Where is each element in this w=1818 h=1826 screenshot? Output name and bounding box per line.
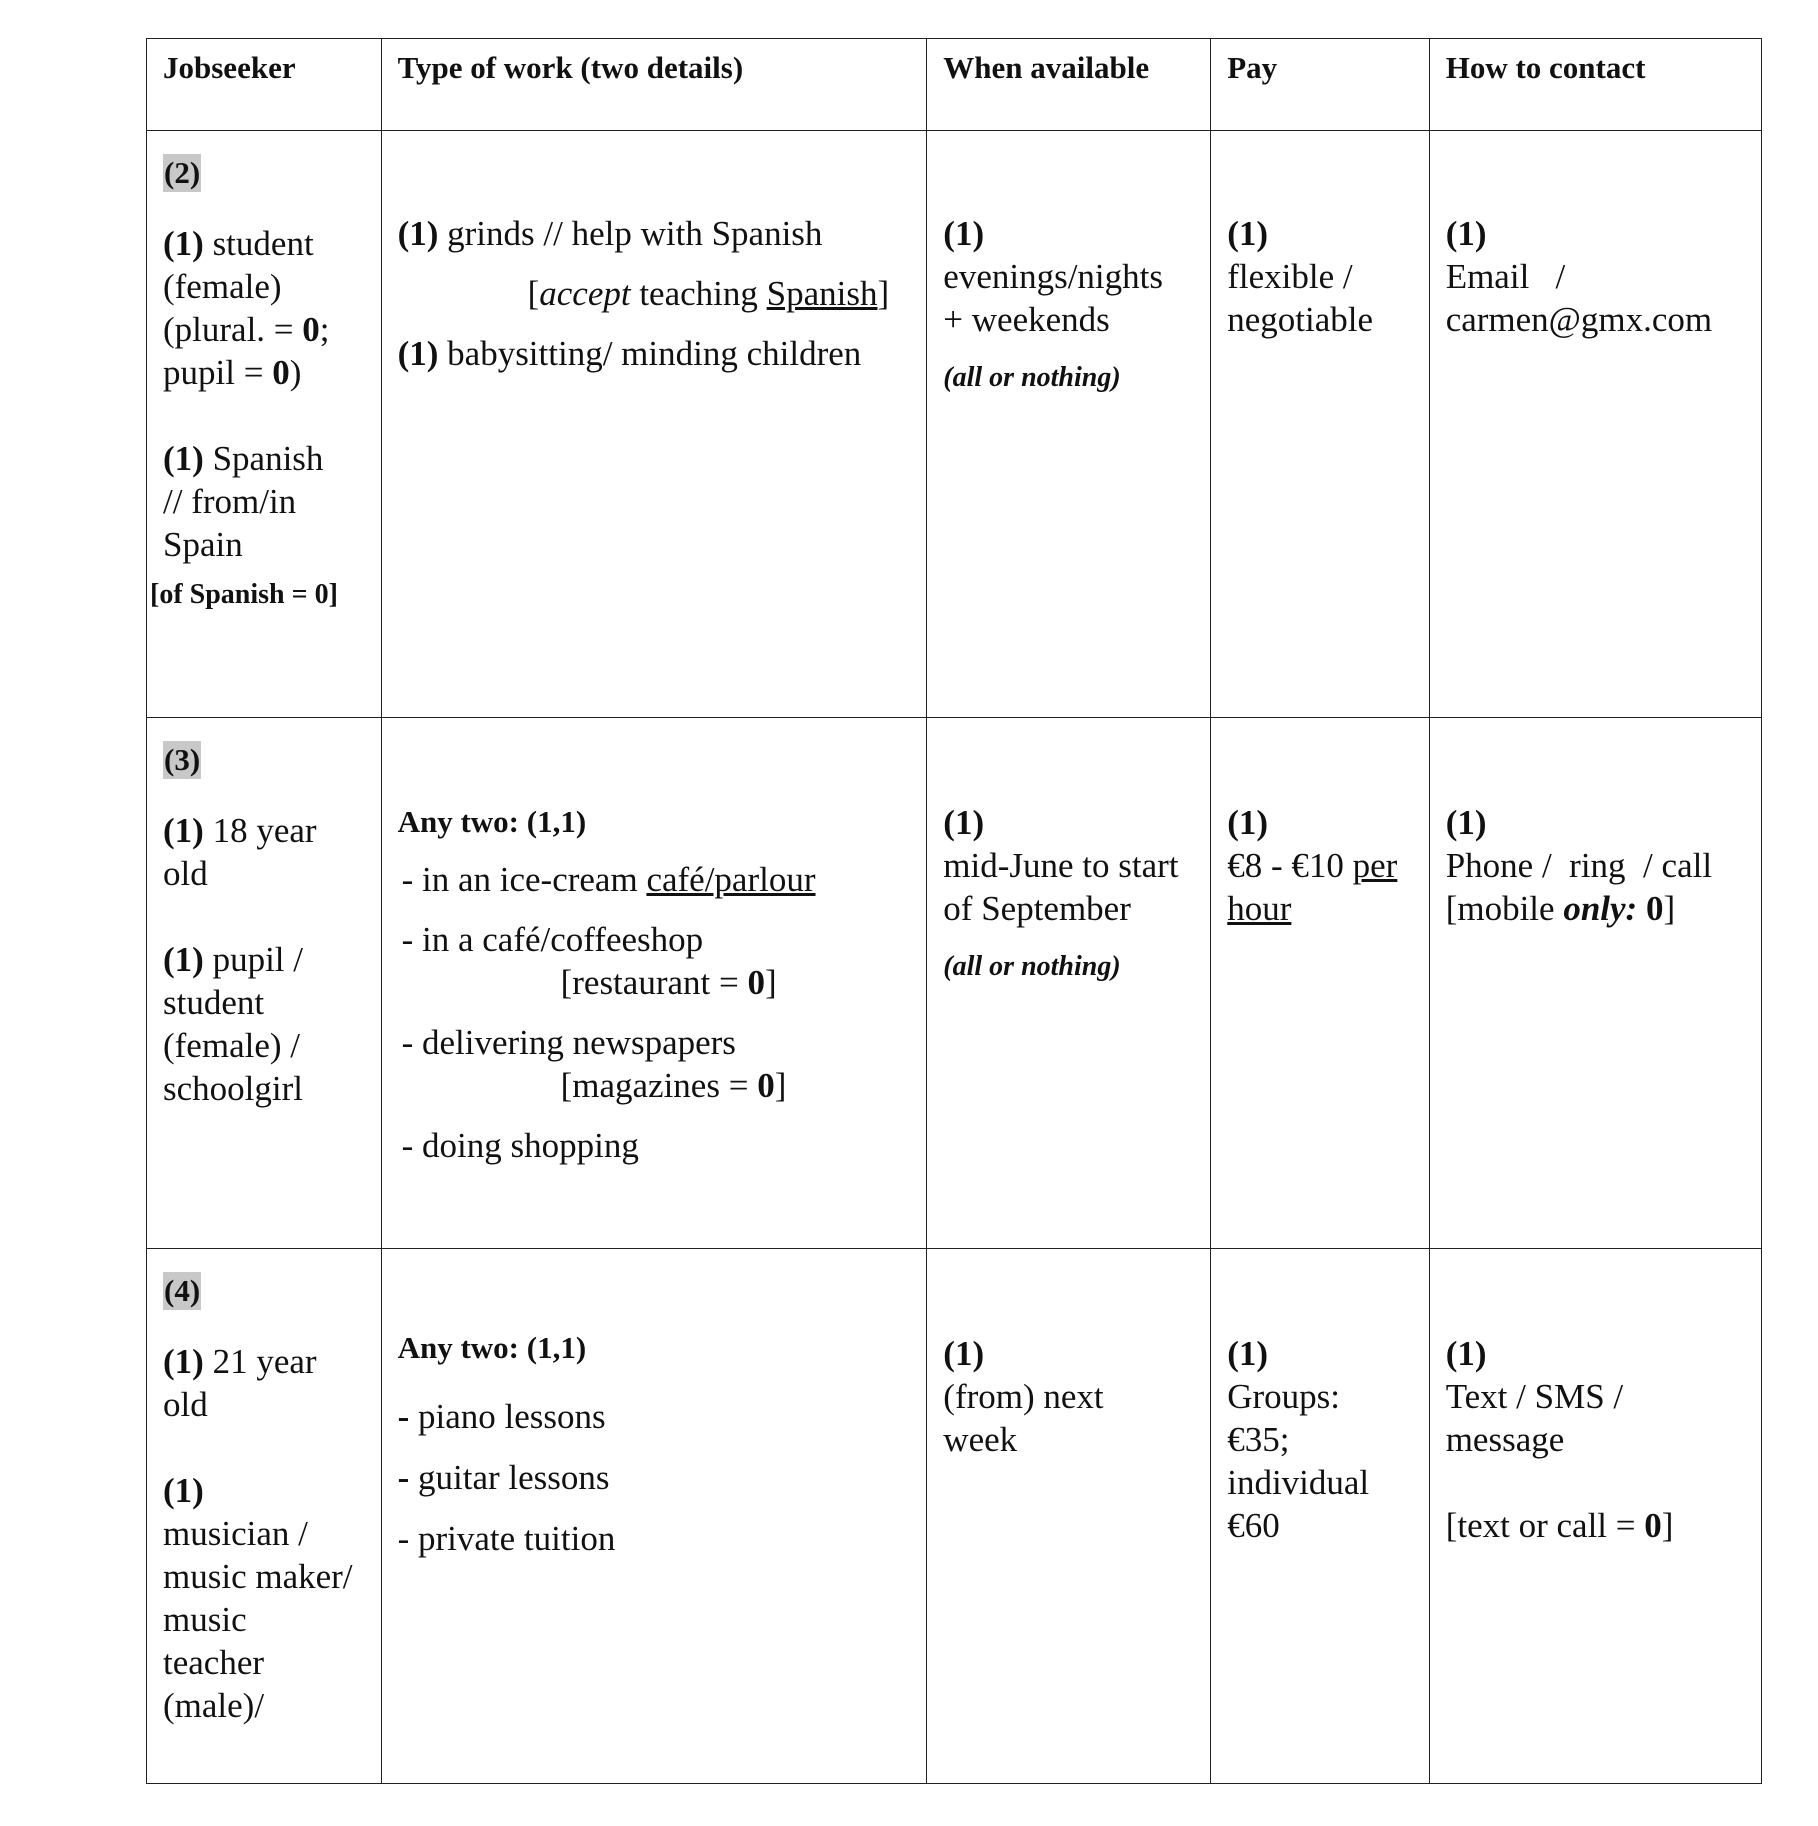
header-type-of-work: Type of work (two details) [381, 39, 927, 131]
row-number-badge: (2) [164, 155, 201, 190]
pay-cell: (1) Groups: €35; individual €60 [1211, 1249, 1429, 1784]
how-to-contact-cell: (1) Email / carmen@gmx.com [1429, 131, 1761, 718]
pay-cell: (1) flexible / negotiable [1211, 131, 1429, 718]
any-two-heading: Any two: (1,1) [397, 1330, 587, 1365]
marking-note: (all or nothing) [943, 951, 1121, 982]
row-number-badge: (4) [164, 1273, 201, 1308]
header-row [147, 39, 1762, 131]
marking-note: [of Spanish = 0] [150, 579, 338, 610]
type-of-work-cell: Any two: (1,1) - in an ice-cream café/parlour - in a café/coffeeshop [restaurant = 0] - delivering newspapers [magazines = 0] - doing shopping [381, 718, 927, 1249]
table-row [147, 131, 1762, 718]
when-available-cell: (1) mid-June to start of September (all or nothing) [927, 718, 1211, 1249]
header-how-to-contact: How to contact [1429, 39, 1761, 131]
type-of-work-cell: Any two: (1,1) - piano lessons - guitar lessons - private tuition [381, 1249, 927, 1784]
marking-scheme-table [146, 38, 1762, 1784]
header-jobseeker: Jobseeker [147, 39, 382, 131]
when-available-cell: (1) (from) next week [927, 1249, 1211, 1784]
header-when-available: When available [927, 39, 1211, 131]
row-number-badge: (3) [164, 742, 201, 777]
table-row [147, 718, 1762, 1249]
type-of-work-cell: (1) grinds // help with Spanish [accept teaching Spanish] (1) babysitting/ minding children [381, 131, 927, 718]
jobseeker-cell: (3) (1) 18 year old (1) pupil / student (female) / schoolgirl [147, 718, 382, 1249]
jobseeker-cell: (4) (1) 21 year old (1) musician / music maker/ music teacher (male)/ [147, 1249, 382, 1784]
any-two-heading: Any two: (1,1) [397, 804, 587, 839]
how-to-contact-cell: (1) Text / SMS / message [text or call = 0] [1429, 1249, 1761, 1784]
table-row [147, 1249, 1762, 1784]
jobseeker-cell: (2) (1) student (female) (plural. = 0; pupil = 0) (1) Spanish // from/in Spain [of Spanish = 0] [147, 131, 382, 718]
when-available-cell: (1) evenings/nights + weekends (all or nothing) [927, 131, 1211, 718]
how-to-contact-cell: (1) Phone / ring / call [mobile only: 0] [1429, 718, 1761, 1249]
pay-cell: (1) €8 - €10 per hour [1211, 718, 1429, 1249]
header-pay: Pay [1211, 39, 1429, 131]
marking-note: (all or nothing) [943, 362, 1121, 393]
